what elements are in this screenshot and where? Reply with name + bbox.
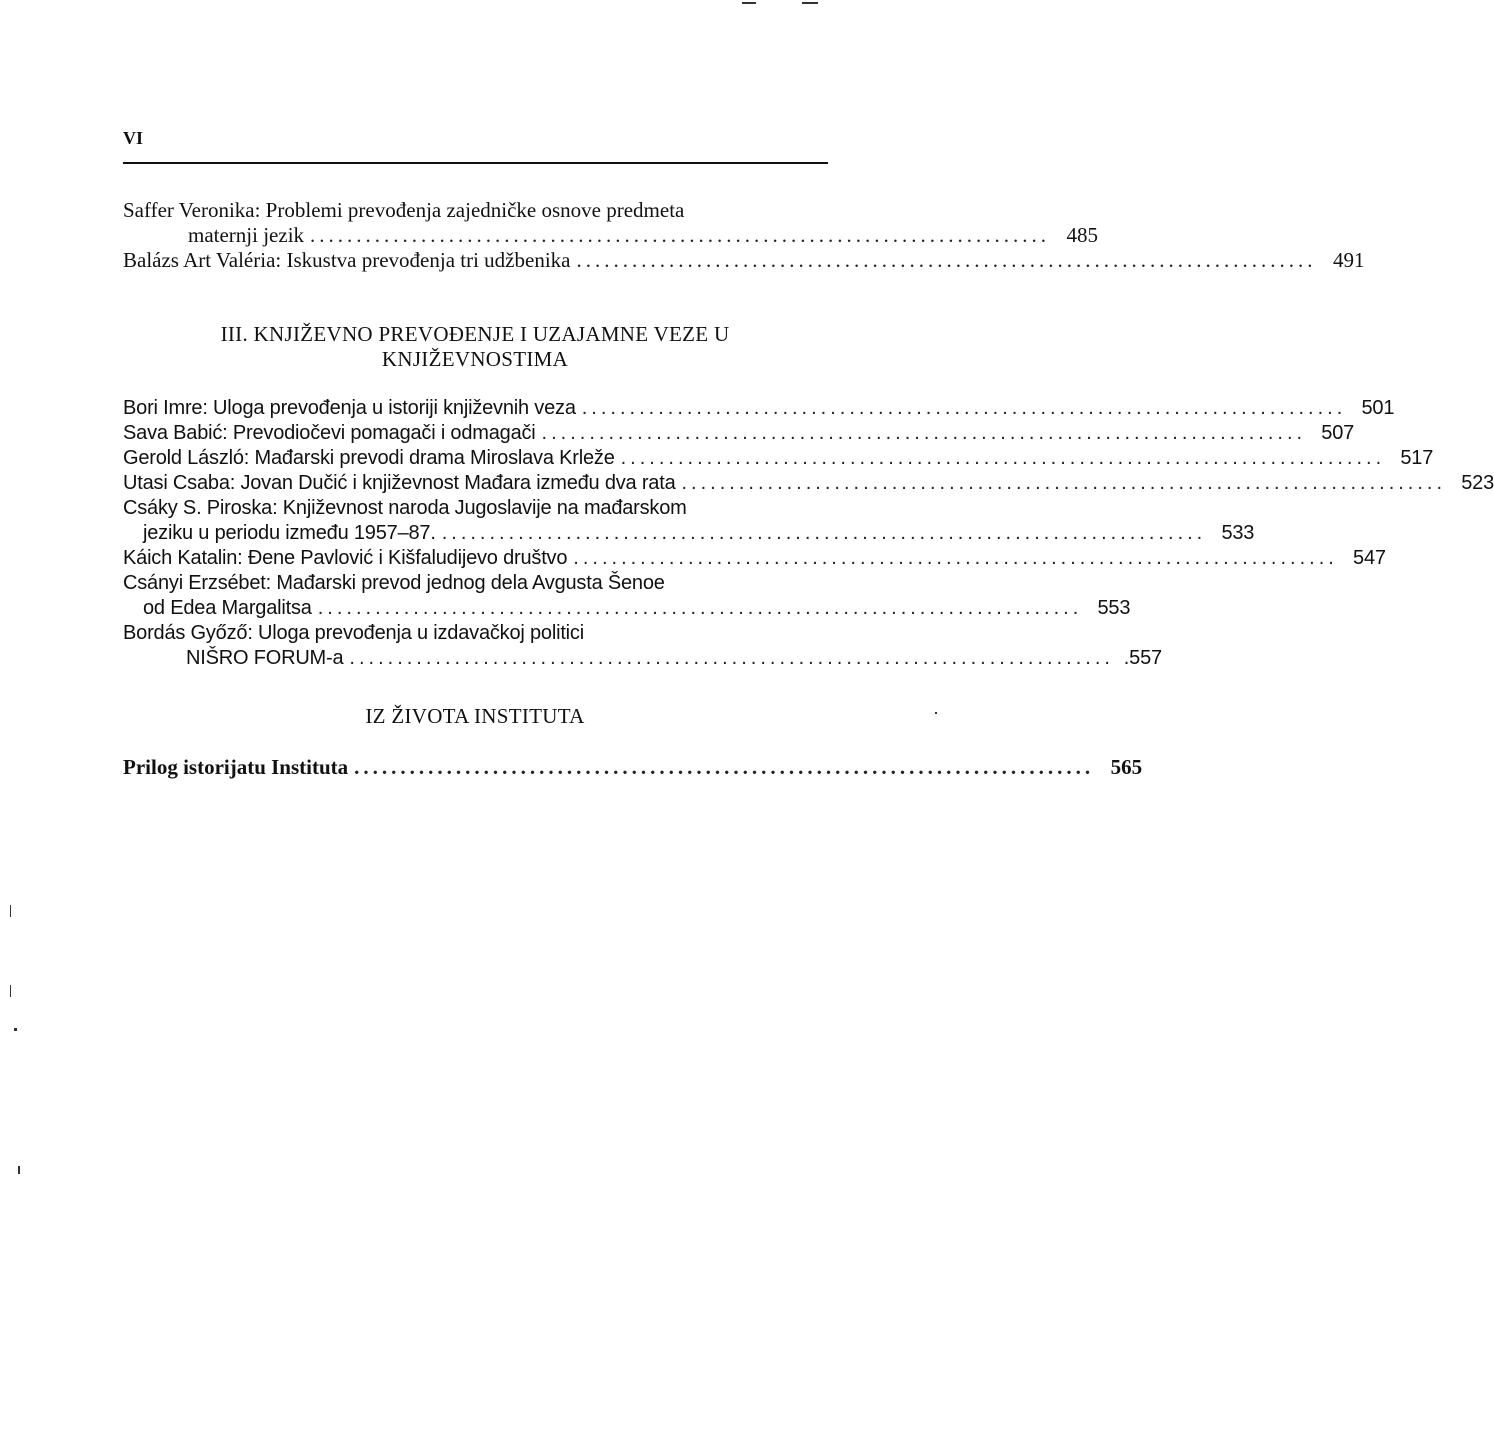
toc-entry-title: Bori Imre: Uloga prevođenja u istoriji književnih veza — [123, 397, 576, 419]
toc-page-number: 565 — [1110, 755, 1143, 779]
header-rule — [123, 162, 828, 164]
dot-leader: ................................................................................ — [349, 647, 1114, 669]
toc-entry-title: Csáky S. Piroska: Književnost naroda Jugoslavije na mađarskom — [123, 497, 687, 519]
toc-entry-line — [123, 646, 1162, 671]
toc-entry — [123, 571, 1131, 621]
toc-page-number: .557 — [1123, 647, 1162, 669]
toc-entry — [123, 546, 1386, 571]
scan-artifact — [935, 712, 937, 714]
toc-entry — [123, 198, 1099, 248]
toc-entry-line — [123, 596, 1131, 621]
toc-entry — [123, 396, 1395, 421]
toc-entry-title: Gerold László: Mađarski prevodi drama Miroslava Krleže — [123, 447, 615, 469]
dot-leader: ................................................................................ — [441, 522, 1207, 544]
dot-leader: ................................................................................ — [310, 223, 1051, 247]
dot-leader: ................................................................................ — [573, 547, 1338, 569]
dot-leader: ................................................................................ — [576, 248, 1317, 272]
toc-entry-line — [123, 198, 827, 223]
scan-artifact — [18, 1166, 20, 1174]
scan-artifact — [802, 2, 818, 4]
toc-entry-line — [123, 571, 827, 596]
dot-leader: ................................................................................ — [681, 472, 1447, 494]
toc-entry-line — [123, 521, 1255, 546]
toc-entry-line — [123, 755, 1143, 780]
toc-entry-line — [123, 248, 1365, 273]
toc-entry-title: Prilog istorijatu Instituta — [123, 755, 349, 779]
toc-entry-title: maternji jezik — [188, 223, 305, 247]
toc-entry — [123, 621, 1162, 671]
toc-entry-title: Saffer Veronika: Problemi prevođenja zajedničke osnove predmeta — [123, 198, 685, 222]
toc-entry — [123, 248, 1365, 273]
toc-entry-title: jeziku u periodu između 1957–87. — [143, 522, 436, 544]
toc-section-1 — [123, 198, 1365, 273]
toc-page-number: 553 — [1097, 597, 1131, 619]
toc-entry-line — [123, 471, 1494, 496]
toc-entry-line — [123, 621, 827, 646]
toc-entry-title: Bordás Győző: Uloga prevođenja u izdavačkoj politici — [123, 622, 584, 644]
scan-artifact — [742, 2, 756, 4]
toc-entry — [123, 496, 1255, 546]
scan-artifact — [10, 985, 11, 997]
toc-page-number: 485 — [1066, 223, 1099, 247]
toc-entry-title: Csányi Erzsébet: Mađarski prevod jednog dela Avgusta Šenoe — [123, 572, 665, 594]
section-heading — [123, 322, 827, 372]
toc-page-number: 517 — [1400, 447, 1434, 469]
toc-section-4 — [123, 755, 1143, 780]
toc-entry-line — [123, 421, 1355, 446]
toc-entry-title: Sava Babić: Prevodiočevi pomagači i odmagači — [123, 422, 536, 444]
toc-entry-line — [123, 446, 1434, 471]
toc-entry-title: Utasi Csaba: Jovan Dučić i književnost Mađara između dva rata — [123, 472, 676, 494]
toc-entry — [123, 421, 1355, 446]
toc-page-number: 501 — [1361, 397, 1395, 419]
toc-section-3 — [123, 396, 1494, 671]
toc-entry-line — [123, 546, 1386, 571]
toc-entry-line — [123, 396, 1395, 421]
toc-entry — [123, 471, 1494, 496]
dot-leader: ................................................................................ — [354, 755, 1095, 779]
toc-entry-title: Káich Katalin: Đene Pavlović i Kišfaludijevo društvo — [123, 547, 568, 569]
toc-entry-line — [123, 496, 827, 521]
toc-entry — [123, 446, 1434, 471]
dot-leader: ................................................................................ — [581, 397, 1347, 419]
scan-artifact — [14, 1028, 17, 1031]
scan-artifact — [10, 905, 11, 917]
section-heading-line: KNJIŽEVNOSTIMA — [381, 347, 569, 371]
toc-page-number: 491 — [1332, 248, 1365, 272]
toc-entry-line — [123, 223, 1099, 248]
toc-entry-title: Balázs Art Valéria: Iskustva prevođenja tri udžbenika — [123, 248, 571, 272]
page-number: VI — [123, 128, 144, 148]
dot-leader: ................................................................................ — [317, 597, 1083, 619]
toc-page-number: 533 — [1221, 522, 1255, 544]
toc-page-number: 523 — [1461, 472, 1494, 494]
dot-leader: ................................................................................ — [620, 447, 1386, 469]
section-heading: IZ ŽIVOTA INSTITUTA — [365, 704, 585, 728]
toc-entry — [123, 755, 1143, 780]
toc-entry-title: NIŠRO FORUM-a — [186, 647, 344, 669]
dot-leader: ................................................................................ — [541, 422, 1307, 444]
toc-page-number: 507 — [1321, 422, 1355, 444]
section-heading-line: III. KNJIŽEVNO PREVOĐENJE I UZAJAMNE VEZE U — [220, 322, 730, 346]
toc-page-number: 547 — [1353, 547, 1386, 569]
toc-entry-title: od Edea Margalitsa — [143, 597, 312, 619]
